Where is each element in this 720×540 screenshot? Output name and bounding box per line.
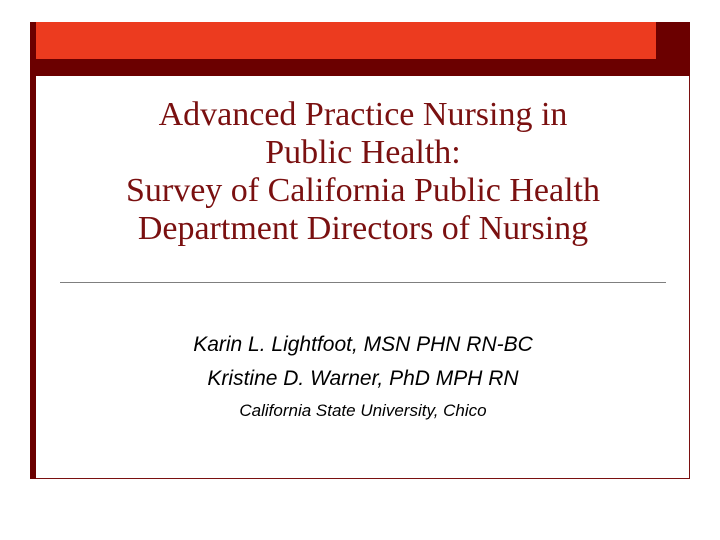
title-line-3: Survey of California Public Health <box>125 172 600 209</box>
title-divider <box>60 282 666 283</box>
header-dark-band <box>30 59 690 76</box>
affiliation: California State University, Chico <box>239 401 487 420</box>
title-line-2: Public Health: <box>265 134 461 171</box>
left-accent-bar <box>30 22 36 479</box>
title-line-1: Advanced Practice Nursing in <box>158 96 568 133</box>
title-line-4: Department Directors of Nursing <box>137 210 589 247</box>
header-dark-corner-block <box>656 22 690 59</box>
author-1: Karin L. Lightfoot, MSN PHN RN-BC <box>193 333 533 356</box>
author-2: Kristine D. Warner, PhD MPH RN <box>207 367 519 390</box>
header-red-band <box>30 22 656 59</box>
slide-title <box>60 96 666 248</box>
author-block <box>60 328 666 424</box>
